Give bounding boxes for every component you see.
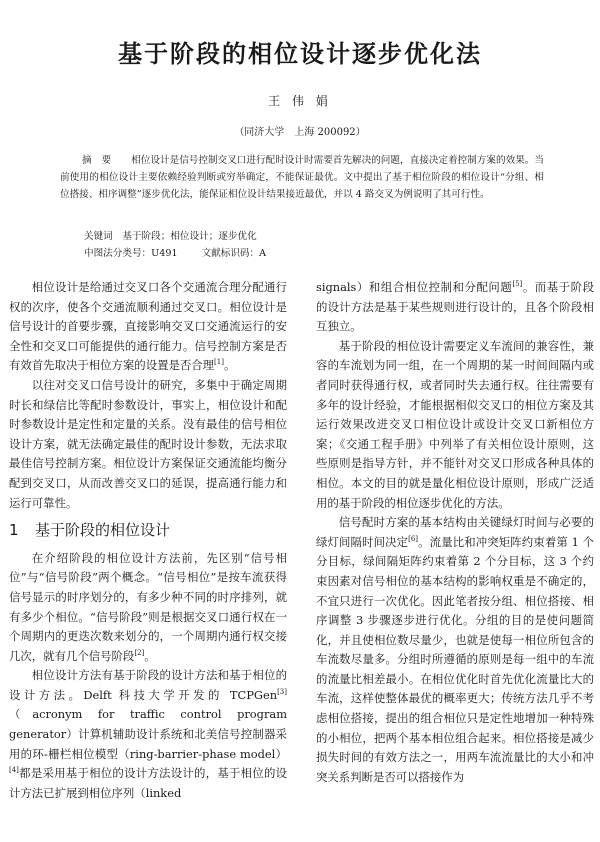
paragraph: 在介绍阶段的相位设计方法前，先区别“信号相位”与“信号阶段”两个概念。“信号相位”是按车流获得信号显示的时序划分的，有多少种不同的时序排列，就有多少个相位。“信号阶段”则是根据交叉口通行权在一个周期内的更迭次数来划分的，一个周期内通行权交接几次，就有几个信号阶段[2]。: [9, 550, 287, 663]
left-column: [9, 278, 287, 803]
paragraph: signals）和组合相位控制和分配问题[5]。而基于阶段的设计方法是基于某些规则进行设计的，且各个阶段相互独立。: [316, 280, 594, 334]
class-number: 中图法分类号：U491: [84, 248, 178, 259]
paragraph: 相位设计是给通过交叉口各个交通流合理分配通行权的次序，使各个交通流顺利通过交叉口。相位设计是信号设计的首要步骤，直接影响交叉口交通流运行的安全性和交叉口可能提供的通行能力。信号控制方案是否有效首先取决于相位方案的设置是否合理[1]。: [9, 280, 287, 373]
citation: [2]: [134, 648, 145, 657]
keywords: 关键词 基于阶段；相位设计；逐步优化: [84, 231, 257, 242]
classification-line: [84, 245, 266, 259]
right-column: [316, 278, 594, 787]
abstract-label: 摘要: [82, 155, 122, 166]
section-heading: [9, 521, 287, 541]
paragraph: 相位设计方法有基于阶段的设计方法和基于相位的设计方法。Delft 科技大学开发的 TCPGen[3]（acronym for traffic control program generator）计算机辅助设计系统和北美信号控制器采用的环-栅栏相位模型（ring-barrier-phase model）[4]都是采用基于相位的设计方法设计的，基于相位的设计方法已扩展到相位序列（linked: [9, 668, 287, 800]
section-number: 1: [9, 521, 19, 540]
document-code: 文献标识码：A: [201, 248, 267, 259]
paragraph: 以往对交叉口信号设计的研究，多集中于确定周期时长和绿信比等配时参数设计，事实上，相位设计和配时参数设计是定性和定量的关系。没有最佳的信号相位设计方案，就无法确定最佳的配时设计参数，无法求取最佳信号控制方案。相位设计方案保证交通流能均衡分配到交叉口，从而改善交叉口的延误，提高通行能力和运行可靠性。: [9, 377, 287, 510]
citation: [4]: [9, 766, 19, 775]
author-name: 王 伟 娟: [268, 94, 332, 108]
section-title: 基于阶段的相位设计: [35, 521, 171, 540]
citation: [1]: [214, 358, 224, 367]
citation: [5]: [512, 280, 523, 289]
paragraph: 信号配时方案的基本结构由关键绿灯时间与必要的绿灯间隔时间决定[6]。流量比和冲突矩阵约束着第 1 个分目标，绿间隔矩阵约束着第 2 个分目标，这 3 个约束因素对信号相位的基本结构的影响权重是不确定的，不宜只进行一次优化。因此笔者按分组、相位搭接、相序调整 3 步骤逐步进行优化。分组的目的是使问题简化，并且使相位数尽量少，也就是使每一相位所包含的车流数尽量多。分组时所遵循的原则是每一组中的车流的流量比相差最小。在相位优化时首先优化流量比大的车流，这样使整体最优的概率更大；传统方法几乎不考虑相位搭接，提出的组合相位只是定性地增加一种特殊的小相位，把两个基本相位组合起来。相位搭接是减少损失时间的有效方法之一，用两车流流量比的大小和冲突关系判断是否可以搭接作为: [316, 515, 594, 784]
abstract-text: 相位设计是信号控制交叉口进行配时设计时需要首先解决的问题，直接决定着控制方案的效果。当前使用的相位设计主要依赖经验判断或穷举确定，不能保证最优。文中提出了基于相位阶段的相位设计“分组、相位搭接、相序调整”逐步优化法，能保证相位设计结果接近最优，并以 4 路交叉为例说明了其可行性。: [60, 155, 544, 200]
citation: [6]: [408, 534, 419, 543]
affiliation: （同济大学 上海 200092）: [234, 127, 366, 138]
paper-title: 基于阶段的相位设计逐步优化法: [118, 40, 482, 68]
paragraph: 基于阶段的相位设计需要定义车流间的兼容性，兼容的车流划为同一组，在一个周期的某一时间间隔内或者同时获得通行权，或者同时失去通行权。往往需要有多年的设计经验，才能根据相似交叉口的相位方案及其运行效果改进交叉口相位设计或设计交叉口新相位方案；《交通工程手册》中列举了有关相位设计原则，这些原则是指导方针，并不能针对交叉口形成各种具体的相位。本文的目的就是量化相位设计原则，形成广泛适用的基于阶段的相位逐步优化的方法。: [316, 338, 594, 510]
abstract: [60, 152, 544, 203]
citation: [3]: [277, 688, 287, 697]
